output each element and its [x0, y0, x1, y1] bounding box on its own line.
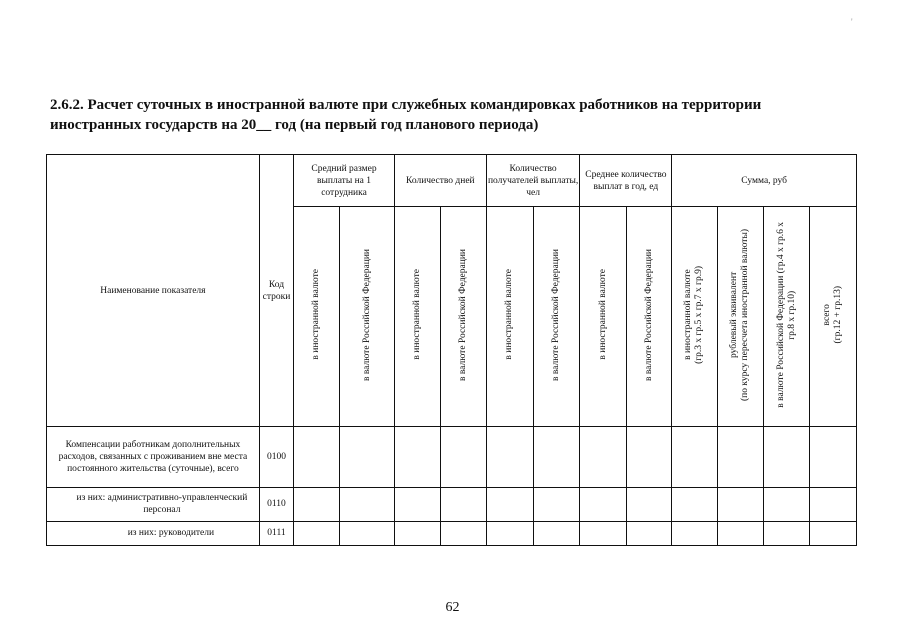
- table-cell: [764, 427, 810, 487]
- table-cell: [764, 487, 810, 521]
- table-cell: [394, 521, 440, 545]
- table-cell: [534, 427, 580, 487]
- header-sub-10: рублевый эквивалент (по курсу пересчета иностранной валюты): [717, 207, 763, 427]
- table-row: [47, 487, 857, 521]
- header-sub-3: в иностранной валюте: [394, 207, 440, 427]
- table-cell: [486, 521, 533, 545]
- page-number: 62: [445, 600, 460, 615]
- header-sub-11: в валюте Российской Федерации (гр.4 х гр.6 х гр.8 х гр.10): [764, 207, 810, 427]
- row-name: из них: административно-управленческий персонал: [47, 487, 260, 521]
- section-title-line1: 2.6.2. Расчет суточных в иностранной валюте при служебных командировках работников на территории: [50, 97, 762, 113]
- header-sub-5: в иностранной валюте: [486, 207, 533, 427]
- table-cell: [294, 427, 340, 487]
- table-row: [47, 521, 857, 545]
- row-code: 0110: [259, 487, 293, 521]
- table-cell: [441, 487, 486, 521]
- table-cell: [486, 487, 533, 521]
- header-sub-1: в иностранной валюте: [294, 207, 340, 427]
- table-cell: [534, 487, 580, 521]
- table-cell: [717, 487, 763, 521]
- header-code: Код строки: [259, 155, 293, 427]
- header-row-groups: [47, 155, 857, 207]
- table-cell: [626, 427, 671, 487]
- table-cell: [486, 427, 533, 487]
- table-cell: [626, 521, 671, 545]
- section-title-line2: иностранных государств на 20__ год (на первый год планового периода): [50, 117, 539, 133]
- header-sub-8: в валюте Российской Федерации: [626, 207, 671, 427]
- header-group-avg-payment: Средний размер выплаты на 1 сотрудника: [294, 155, 395, 207]
- table-cell: [534, 521, 580, 545]
- table-cell: [810, 427, 857, 487]
- table-cell: [672, 427, 717, 487]
- table-cell: [394, 487, 440, 521]
- table-cell: [717, 521, 763, 545]
- row-name: Компенсации работникам дополнительных расходов, связанных с проживанием вне места постоянного жительства (суточные), всего: [47, 427, 260, 487]
- table-cell: [810, 487, 857, 521]
- row-name: из них: руководители: [47, 521, 260, 545]
- header-sub-12: всего (гр.12 + гр.13): [810, 207, 857, 427]
- table-cell: [394, 427, 440, 487]
- section-title: [50, 95, 850, 135]
- header-sub-6: в валюте Российской Федерации: [534, 207, 580, 427]
- table-cell: [340, 487, 394, 521]
- row-code: 0100: [259, 427, 293, 487]
- calculation-table: [46, 154, 857, 546]
- header-sub-2: в валюте Российской Федерации: [340, 207, 394, 427]
- table-cell: [717, 427, 763, 487]
- table-cell: [294, 487, 340, 521]
- header-group-sum: Сумма, руб: [672, 155, 857, 207]
- header-sub-7: в иностранной валюте: [580, 207, 626, 427]
- header-group-days: Количество дней: [394, 155, 486, 207]
- scan-mark: ': [851, 17, 853, 27]
- table-cell: [580, 427, 626, 487]
- table-cell: [441, 427, 486, 487]
- table-cell: [672, 521, 717, 545]
- table-cell: [580, 521, 626, 545]
- table-row: [47, 427, 857, 487]
- table-cell: [580, 487, 626, 521]
- header-group-payments-per-year: Среднее количество выплат в год, ед: [580, 155, 672, 207]
- table-cell: [672, 487, 717, 521]
- table-cell: [340, 427, 394, 487]
- header-sub-4: в валюте Российской Федерации: [441, 207, 486, 427]
- header-group-recipients: Количество получателей выплаты, чел: [486, 155, 580, 207]
- table-cell: [340, 521, 394, 545]
- table-cell: [626, 487, 671, 521]
- header-sub-9: в иностранной валюте (гр.3 х гр.5 х гр.7 х гр.9): [672, 207, 717, 427]
- table-cell: [441, 521, 486, 545]
- row-code: 0111: [259, 521, 293, 545]
- header-name: Наименование показателя: [47, 155, 260, 427]
- table-cell: [764, 521, 810, 545]
- table-cell: [810, 521, 857, 545]
- table-cell: [294, 521, 340, 545]
